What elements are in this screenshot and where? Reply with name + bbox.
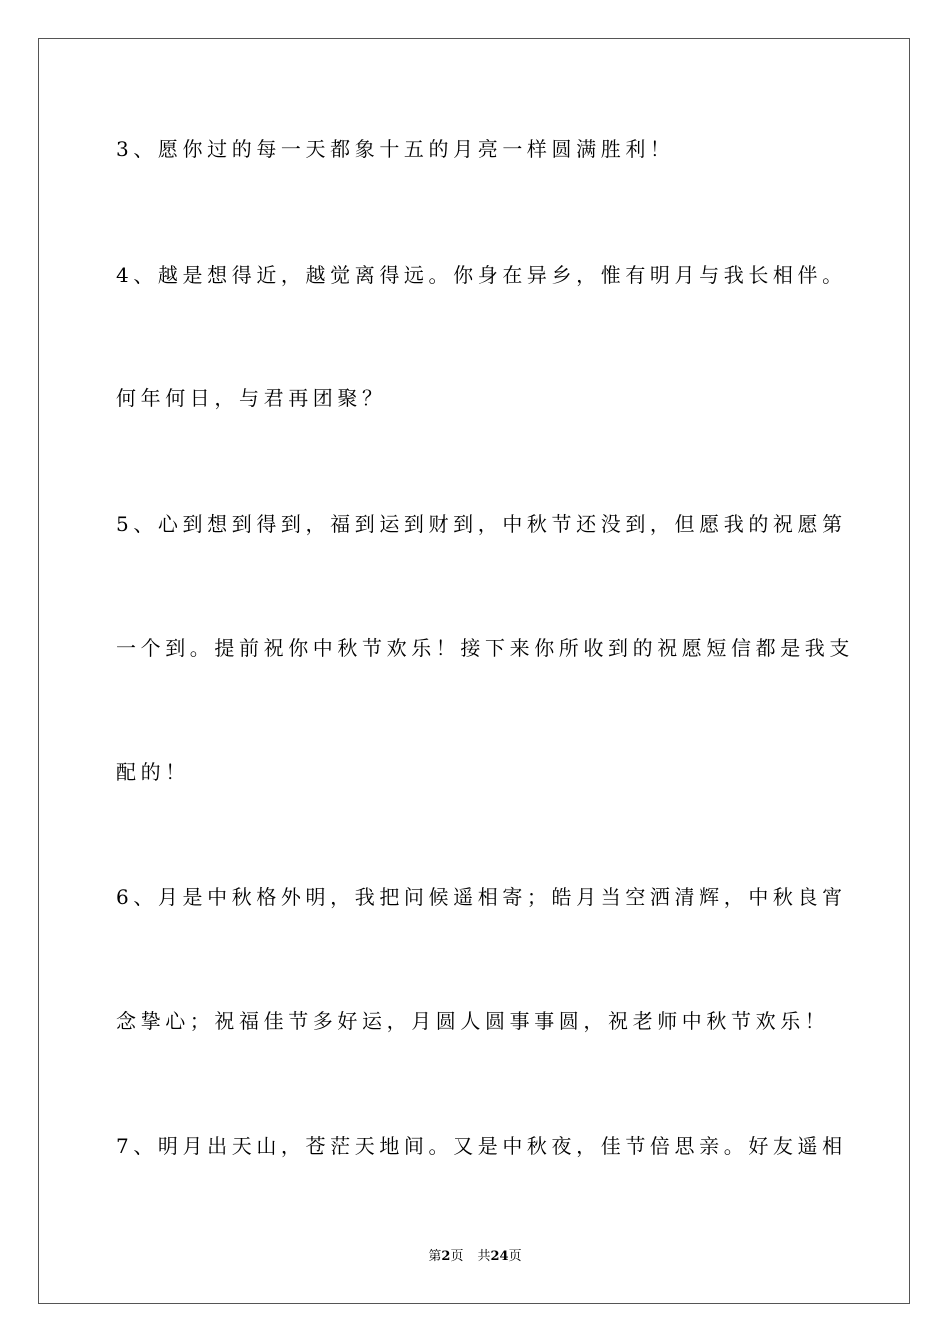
page-number: 2	[441, 1249, 451, 1264]
page-suffix: 页	[450, 1249, 464, 1264]
total-pages: 24	[490, 1249, 509, 1264]
page-border	[38, 38, 910, 1304]
paragraph-line: 配的！	[116, 760, 190, 784]
paragraph-line: 3、愿你过的每一天都象十五的月亮一样圆满胜利！	[116, 137, 675, 161]
paragraph-line: 7、明月出天山，苍茫天地间。又是中秋夜，佳节倍思亲。好友遥相	[116, 1134, 847, 1158]
page-footer	[0, 1248, 950, 1266]
paragraph-line: 6、月是中秋格外明，我把问候遥相寄；皓月当空洒清辉，中秋良宵	[116, 885, 847, 909]
paragraph-line: 4、越是想得近，越觉离得远。你身在异乡，惟有明月与我长相伴。	[116, 263, 847, 287]
paragraph-line: 何年何日，与君再团聚？	[116, 386, 387, 410]
paragraph-line: 一个到。提前祝你中秋节欢乐！接下来你所收到的祝愿短信都是我支	[116, 636, 854, 660]
paragraph-line: 念挚心；祝福佳节多好运，月圆人圆事事圆，祝老师中秋节欢乐！	[116, 1009, 830, 1033]
page-prefix: 第	[428, 1249, 442, 1264]
total-prefix: 共	[477, 1249, 491, 1264]
paragraph-line: 5、心到想到得到，福到运到财到，中秋节还没到，但愿我的祝愿第	[116, 512, 847, 536]
total-suffix: 页	[508, 1249, 522, 1264]
